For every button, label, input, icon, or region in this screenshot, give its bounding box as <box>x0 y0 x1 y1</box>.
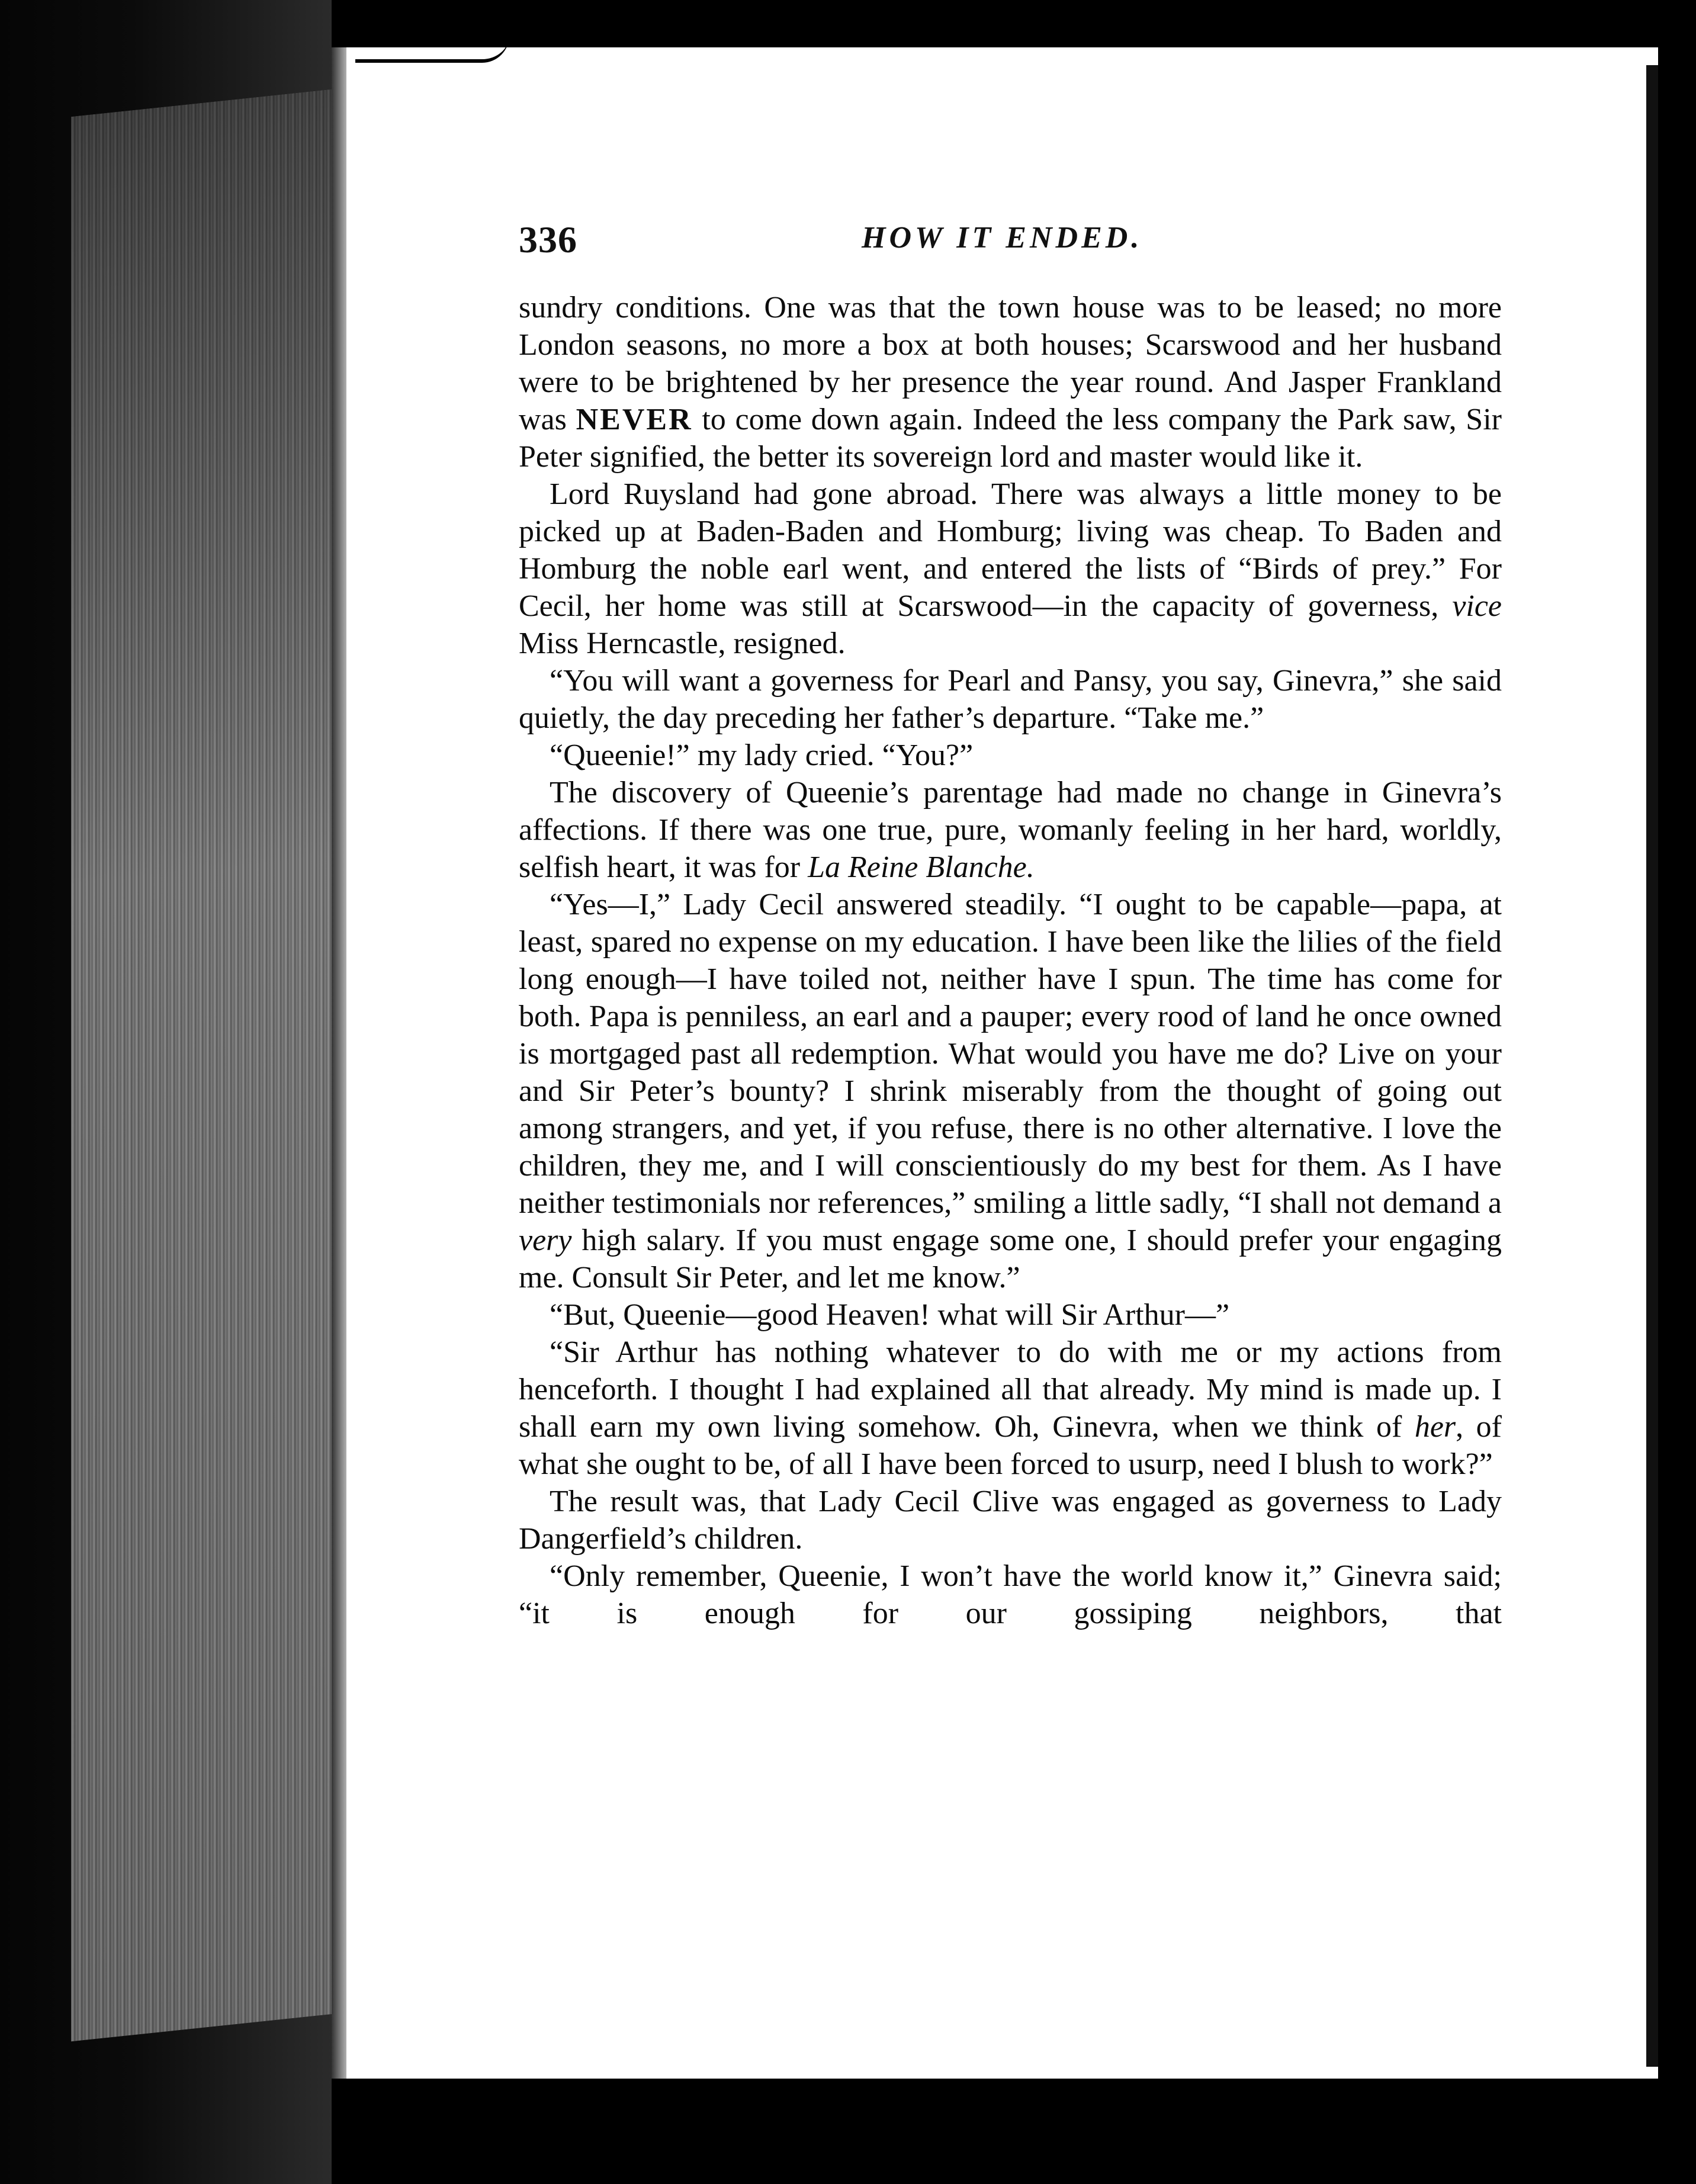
text-run: The result was, that Lady Cecil Clive was engaged as governess to Lady Dangerfield’s children. <box>519 1485 1502 1556</box>
italic-text: her <box>1414 1410 1456 1444</box>
facing-page-edge <box>1646 65 1658 2067</box>
page-number: 336 <box>519 219 577 261</box>
text-run: “You will want a governess for Pearl and Pansy, you say, Ginevra,” she said quietly, the day preceding her father’s departure. “Take me.” <box>519 664 1502 735</box>
italic-text: very <box>519 1223 572 1257</box>
paragraph <box>519 1483 1502 1557</box>
book-page-edges <box>71 89 338 2041</box>
paragraph <box>519 1334 1502 1483</box>
scan-background-bottom <box>346 2079 1696 2184</box>
text-run: “Queenie!” my lady cried. “You?” <box>550 738 974 772</box>
paragraph <box>519 774 1502 886</box>
page-top-mark <box>355 36 509 63</box>
italic-text: vice <box>1452 589 1502 623</box>
text-run: “Sir Arthur has nothing whatever to do with me or my actions from henceforth. I thought I had explained all that already. My mind is made up. I shall earn my own living somehow. Oh, Ginevra, when we think of <box>519 1335 1502 1444</box>
text-run: “But, Queenie—good Heaven! what will Sir Arthur—” <box>550 1298 1230 1332</box>
paragraph <box>519 886 1502 1296</box>
text-run: sundry conditions. One was that the town house was to be leased; no more London seasons, no more a box at both houses; Scarswood and her husband were to be brightened by her presence the year round. And Jasper Frankland was <box>519 291 1502 436</box>
emphasis-text: NEVER <box>576 403 693 436</box>
scan-background-right <box>1658 0 1696 2184</box>
paragraph <box>519 1557 1502 1632</box>
paragraph <box>519 476 1502 662</box>
paragraph <box>519 1296 1502 1334</box>
text-run: Miss Herncastle, resigned. <box>519 627 846 660</box>
text-run: Lord Ruysland had gone abroad. There was always a little money to be picked up at Baden-Baden and Homburg; living was cheap. To Baden and Homburg the noble earl went, and entered the lists of “Birds of prey.” For Cecil, her home was still at Scarswood—in the capacity of governess, <box>519 477 1502 623</box>
text-run: , of what she ought to be, of all I have been forced to usurp, need I blush to work?” <box>519 1410 1502 1481</box>
text-run: high salary. If you must engage some one, I should prefer your engaging me. Consult Sir Peter, and let me know.” <box>519 1223 1502 1295</box>
italic-text: La Reine Blanche. <box>808 850 1035 884</box>
paragraph <box>519 737 1502 774</box>
text-run: “Yes—I,” Lady Cecil answered steadily. “I ought to be capable—papa, at least, spared no expense on my education. I have been like the lilies of the field long enough—I have toiled not, neither have I spun. The time has come for both. Papa is penniless, an earl and a pauper; every rood of land he once owned is mortgaged past all redemption. What would you have me do? Live on your and Sir Peter’s bounty? I shrink miserably from the thought of going out among strangers, and yet, if you refuse, there is no other alternative. I love the children, they me, and I will conscientiously do my best for them. As I have neither testimonials nor references,” smiling a little sadly, “I shall not demand a <box>519 888 1502 1220</box>
paragraph <box>519 289 1502 476</box>
body-text <box>519 289 1502 1632</box>
paragraph <box>519 662 1502 737</box>
text-run: “Only remember, Queenie, I won’t have the world know it,” Ginevra said; “it is enough for our gossiping neighbors, that <box>519 1559 1502 1630</box>
running-head: HOW IT ENDED. <box>862 221 1143 255</box>
text-run: The discovery of Queenie’s parentage had made no change in Ginevra’s affections. If there was one true, pure, womanly feeling in her hard, worldly, selfish heart, it was for <box>519 776 1502 884</box>
text-run: to come down again. Indeed the less company the Park saw, Sir Peter signified, the better its sovereign lord and master would like it. <box>519 403 1502 474</box>
